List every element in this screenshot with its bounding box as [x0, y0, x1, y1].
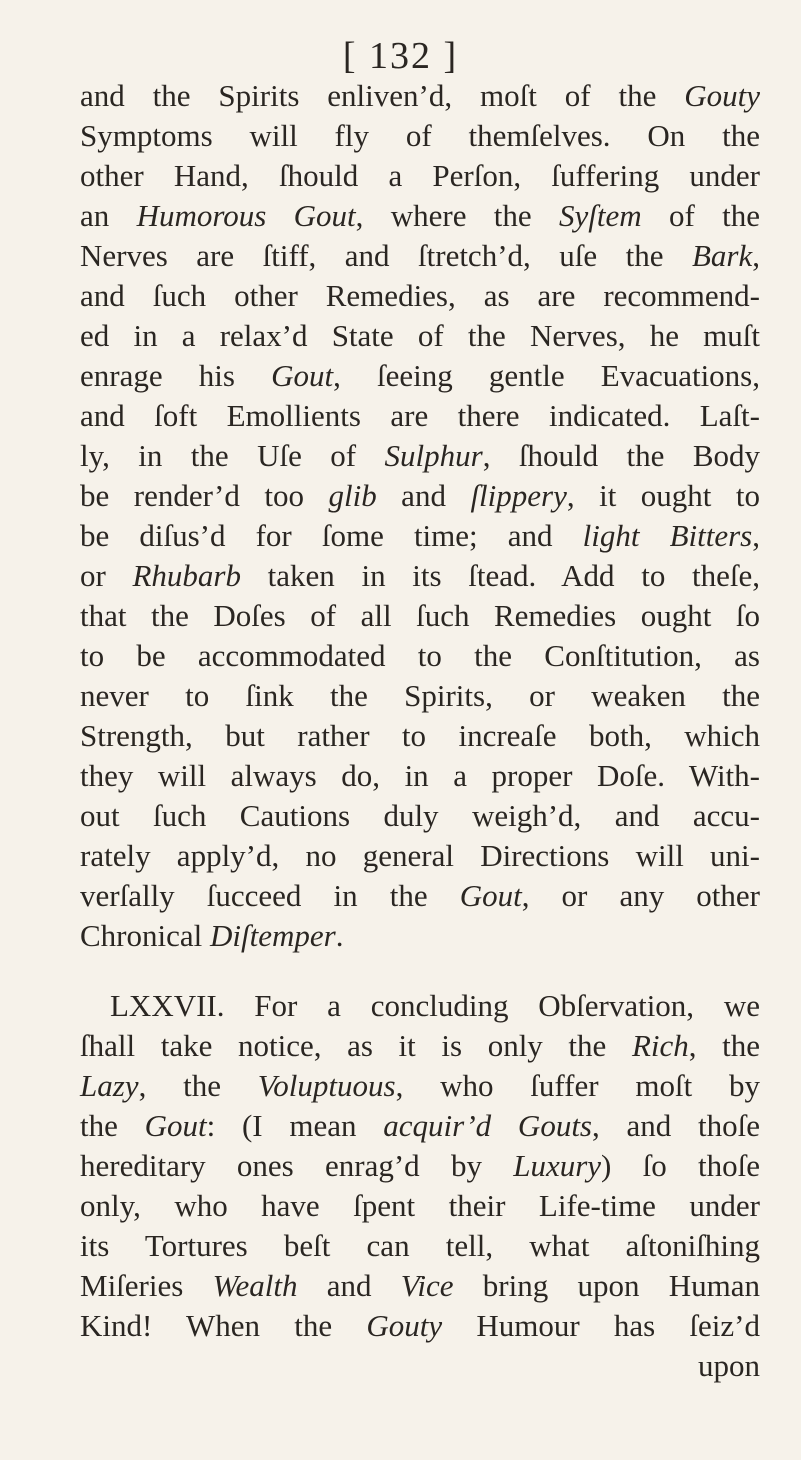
text-run: : (I mean — [206, 1108, 384, 1143]
italic-text: Diſtemper — [210, 918, 336, 953]
text-run: Symptoms will fly of themſelves. On the — [80, 118, 760, 153]
text-run: ſhall take notice, as it is only the — [80, 1028, 632, 1063]
text-run: , who ſuffer moſt by — [395, 1068, 760, 1103]
italic-text: Rich — [631, 1028, 689, 1063]
text-line — [80, 716, 760, 756]
text-line — [80, 396, 760, 436]
text-run: to be accommodated to the Conſtitution, as — [80, 638, 760, 673]
text-line — [80, 76, 760, 116]
italic-text: Gouty — [684, 78, 760, 113]
text-run: and ſoft Emollients are there indicated. Laſt- — [80, 398, 760, 433]
italic-text: glib — [328, 478, 377, 513]
page-number: [ 132 ] — [342, 35, 459, 77]
text-run: verſally ſucceed in the — [80, 878, 460, 913]
body-text — [80, 76, 760, 1386]
text-run: and the Spirits enliven’d, moſt of the — [80, 78, 685, 113]
text-run: , and thoſe — [592, 1108, 760, 1143]
paragraph-gap — [80, 956, 760, 986]
text-line — [80, 916, 760, 956]
text-line — [80, 836, 760, 876]
text-line — [80, 1066, 760, 1106]
italic-text: Gout — [459, 878, 522, 913]
text-line — [80, 116, 760, 156]
text-line — [80, 636, 760, 676]
text-run: Strength, but rather to increaſe both, which — [80, 718, 760, 753]
text-run: and — [297, 1268, 401, 1303]
text-run: , the — [688, 1028, 760, 1063]
italic-text: Wealth — [212, 1268, 298, 1303]
text-run: the — [80, 1108, 145, 1143]
text-run: , ſhould the Body — [482, 438, 761, 473]
text-run: be render’d too — [80, 478, 329, 513]
paragraph-2 — [80, 986, 760, 1346]
text-run: taken in its ſtead. Add to theſe, — [241, 558, 761, 593]
paragraph-1 — [80, 76, 760, 956]
italic-text: Gouty — [366, 1308, 443, 1343]
text-run: bring upon Human — [453, 1268, 760, 1303]
text-run: be diſus’d for ſome time; and — [80, 518, 583, 553]
text-run: , ſeeing gentle Evacuations, — [333, 358, 761, 393]
text-line — [80, 1106, 760, 1146]
text-run: ) ſo thoſe — [601, 1148, 761, 1183]
italic-text: Voluptuous — [257, 1068, 396, 1103]
text-line — [80, 236, 760, 276]
text-line — [80, 196, 760, 236]
text-line — [80, 676, 760, 716]
text-line — [80, 556, 760, 596]
text-line — [80, 476, 760, 516]
italic-text: Rhubarb — [132, 558, 241, 593]
text-run: and — [376, 478, 471, 513]
text-run: . — [335, 918, 344, 953]
italic-text: Bark — [691, 238, 753, 273]
text-run: , — [752, 238, 760, 273]
text-run: , where the — [355, 198, 559, 233]
text-run: , it ought to — [566, 478, 761, 513]
text-run: , — [752, 518, 760, 553]
text-line — [80, 516, 760, 556]
text-run: Humour has ſeiz’d — [442, 1308, 761, 1343]
text-line — [80, 596, 760, 636]
italic-text: ſlippery — [470, 478, 567, 513]
text-run: and ſuch other Remedies, as are recommend- — [80, 278, 760, 313]
text-run: other Hand, ſhould a Perſon, ſuffering under — [80, 158, 760, 193]
text-run: rately apply’d, no general Directions will uni- — [80, 838, 760, 873]
italic-text: Gout — [271, 358, 334, 393]
text-run: ly, in the Uſe of — [80, 438, 385, 473]
text-line — [80, 1146, 760, 1186]
text-line — [80, 356, 760, 396]
text-run: its Tortures beſt can tell, what aſtoniſhing — [80, 1228, 760, 1263]
text-run: Chronical — [80, 918, 210, 953]
text-run: Kind! When the — [80, 1308, 367, 1343]
text-run: that the Doſes of all ſuch Remedies ought ſo — [80, 598, 760, 633]
text-run: , the — [138, 1068, 258, 1103]
text-run: out ſuch Cautions duly weigh’d, and accu- — [80, 798, 760, 833]
text-line — [80, 1186, 760, 1226]
text-run: an — [80, 198, 137, 233]
text-run: they will always do, in a proper Doſe. With- — [80, 758, 760, 793]
text-line — [80, 1026, 760, 1066]
text-line — [80, 1266, 760, 1306]
text-run: only, who have ſpent their Life-time under — [80, 1188, 760, 1223]
italic-text: Syſtem — [559, 198, 642, 233]
text-run: Miſeries — [80, 1268, 213, 1303]
italic-text: acquir’d Gouts — [383, 1108, 592, 1143]
text-line — [80, 986, 760, 1026]
text-run: or — [80, 558, 133, 593]
text-line — [80, 276, 760, 316]
text-line — [80, 1306, 760, 1346]
text-run: , or any other — [521, 878, 760, 913]
italic-text: Lazy — [80, 1068, 139, 1103]
text-run: of the — [641, 198, 760, 233]
catchword: upon — [698, 1348, 760, 1383]
text-run: Nerves are ſtiff, and ſtretch’d, uſe the — [80, 238, 692, 273]
italic-text: Sulphur — [384, 438, 483, 473]
text-line — [80, 1226, 760, 1266]
text-line — [80, 436, 760, 476]
text-line — [80, 796, 760, 836]
italic-text: Humorous Gout — [136, 198, 356, 233]
text-run: never to ſink the Spirits, or weaken the — [80, 678, 760, 713]
italic-text: light Bitters — [582, 518, 753, 553]
text-run: LXXVII. For a concluding Obſervation, we — [110, 988, 760, 1023]
text-run: ed in a relax’d State of the Nerves, he muſt — [80, 318, 760, 353]
italic-text: Vice — [400, 1268, 454, 1303]
text-line — [80, 156, 760, 196]
text-line — [80, 756, 760, 796]
text-run: enrage his — [80, 358, 272, 393]
italic-text: Gout — [144, 1108, 207, 1143]
text-line — [80, 316, 760, 356]
italic-text: Luxury — [513, 1148, 602, 1183]
text-line — [80, 876, 760, 916]
text-run: hereditary ones enrag’d by — [80, 1148, 514, 1183]
